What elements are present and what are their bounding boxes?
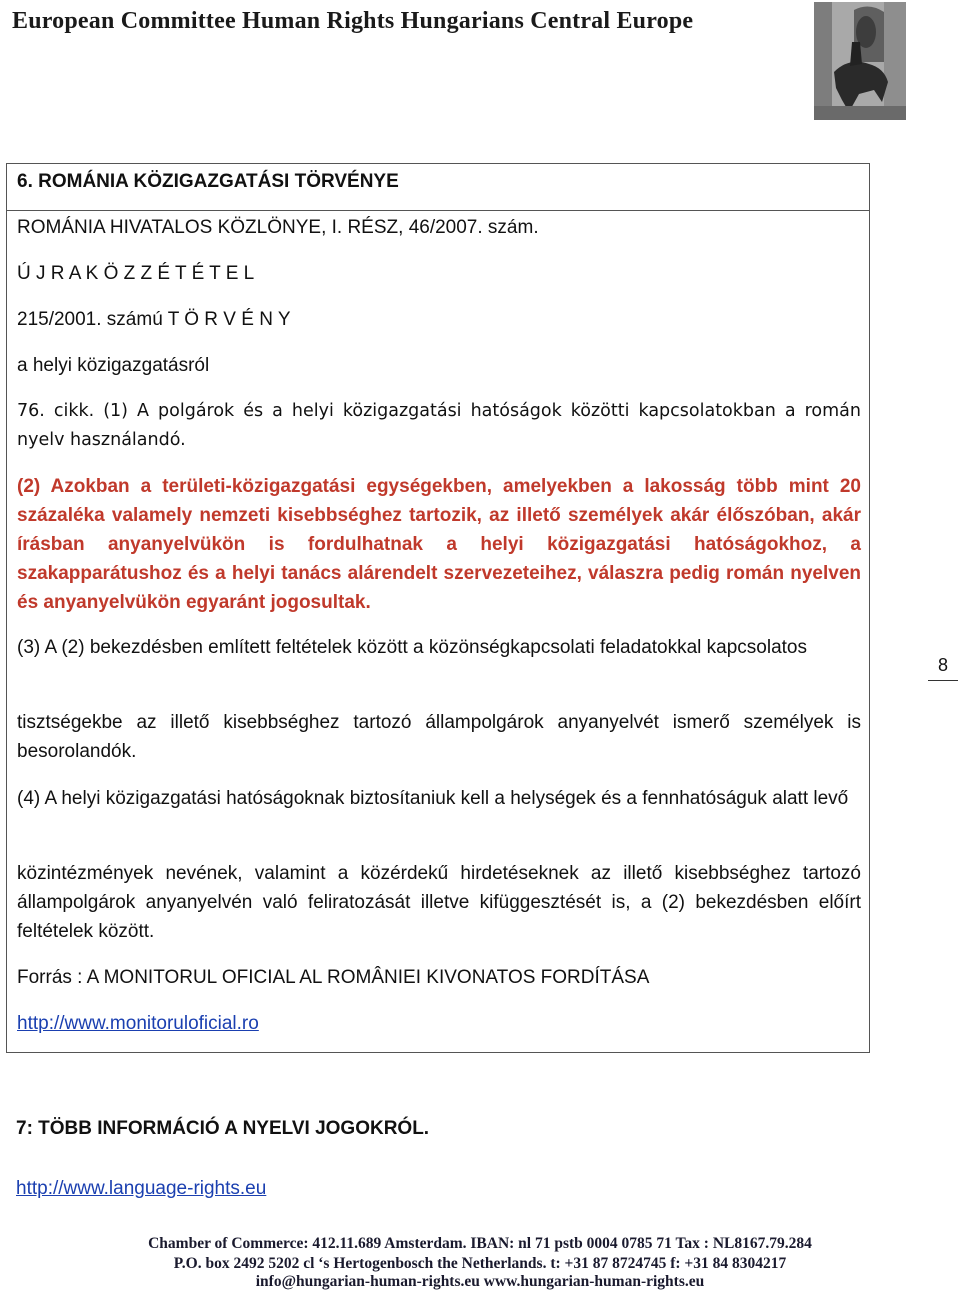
page-number: 8: [928, 655, 958, 681]
article-76-paragraph-1: 76. cikk. (1) A polgárok és a helyi közigazgatási hatóságok közötti kapcsolatokban a román nyelv használandó.: [17, 401, 861, 450]
law-subject: a helyi közigazgatásról: [17, 355, 210, 376]
section-heading: 6. ROMÁNIA KÖZIGAZGATÁSI TÖRVÉNYE: [17, 171, 399, 192]
footer-line-2: P.O. box 2492 5202 cl ‘s Hertogenbosch the Netherlands. t: +31 87 8724745 f: +31 84 8304217: [173, 1255, 787, 1272]
article-76-paragraph-2: (2) Azokban a területi-közigazgatási egységekben, amelyekben a lakosság több mint 20 százaléka valamely nemzeti kisebbséghez tartozik, az illető személyek akár élőszóban, akár írásban anyanyelvükön is fordulhatnak a helyi közigazgatási hatóságokhoz, a szakapparátushoz és a helyi tanács alárendelt szervezeteihez, válaszra pedig román nyelven és anyanyelvükön egyaránt jogosultak.: [17, 476, 861, 613]
box-divider: [7, 210, 869, 211]
republication-label: Ú J R A K Ö Z Z É T É T E L: [17, 263, 255, 284]
section-7-heading: 7: TÖBB INFORMÁCIÓ A NYELVI JOGOKRÓL.: [16, 1118, 430, 1139]
monitorul-oficial-link[interactable]: http://www.monitoruloficial.ro: [17, 1013, 259, 1034]
gazette-reference: ROMÁNIA HIVATALOS KÖZLÖNYE, I. RÉSZ, 46/2007. szám.: [17, 217, 539, 238]
article-76-paragraph-4-part-2: közintézmények nevének, valamint a közérdekű hirdetéseknek az illető kisebbséghez tartozó állampolgárok anyanyelvén való feliratozását illetve kifüggesztését is, a (2) bekezdésben előírt feltételek között.: [17, 863, 861, 942]
article-76-paragraph-3-part-1: (3) A (2) bekezdésben említett feltételek között a közönségkapcsolati feladatokkal kapcsolatos: [17, 637, 808, 658]
statue-illustration: [814, 2, 906, 120]
law-excerpt-box: [6, 163, 870, 1053]
footer-line-3: info@hungarian-human-rights.eu www.hungarian-human-rights.eu: [255, 1273, 705, 1290]
monitorul-link-wrapper: [17, 1009, 861, 1038]
section-7-link-wrapper: [16, 1178, 266, 1200]
article-76-paragraph-3-part-2: tisztségekbe az illető kisebbséghez tartozó állampolgárok anyanyelvét ismerő személyek is besorolandók.: [17, 712, 861, 762]
statue-photo: [814, 2, 906, 120]
source-note: Forrás : A MONITORUL OFICIAL AL ROMÂNIEI KIVONATOS FORDÍTÁSA: [17, 967, 650, 988]
law-number: 215/2001. számú T Ö R V É N Y: [17, 309, 291, 330]
letterhead-title: European Committee Human Rights Hungarians Central Europe: [12, 8, 694, 34]
language-rights-link[interactable]: http://www.language-rights.eu: [16, 1178, 267, 1199]
article-76-paragraph-4-part-1: (4) A helyi közigazgatási hatóságoknak biztosítaniuk kell a helységek és a fennhatóságuk alatt levő: [17, 788, 849, 809]
footer-line-1: Chamber of Commerce: 412.11.689 Amsterdam. IBAN: nl 71 pstb 0004 0785 71 Tax : NL8167.79.284: [148, 1235, 812, 1252]
